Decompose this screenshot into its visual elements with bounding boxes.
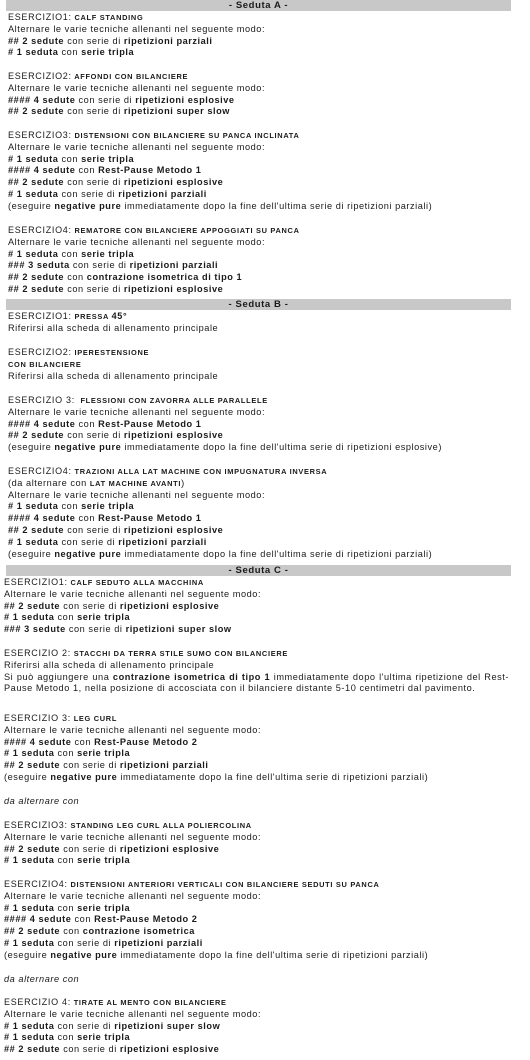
- exercise-number: ESERCIZIO1:: [8, 311, 72, 321]
- protocol-line: ## 2 sedute con serie di ripetizioni parziali: [4, 760, 209, 771]
- protocol-line: ## 2 sedute con contrazione isometrica di tipo 1: [8, 272, 243, 283]
- exercise-name: STANDING LEG CURL ALLA POLIERCOLINA: [70, 821, 252, 830]
- protocol-line: #### 4 sedute con Rest-Pause Metodo 1: [8, 513, 202, 524]
- exercise-number: ESERCIZIO4:: [4, 879, 68, 889]
- instruction-line: Alternare le varie tecniche allenanti nel seguente modo:: [4, 724, 262, 735]
- protocol-line: ## 2 sedute con contrazione isometrica: [4, 926, 195, 937]
- exercise-title: [8, 466, 513, 478]
- exercise-b1: [8, 311, 513, 335]
- exercise-b4: [8, 466, 513, 560]
- exercise-title: [4, 879, 509, 891]
- note-line: (da alternare con LAT MACHINE AVANTI): [8, 477, 185, 488]
- exercise-number: ESERCIZIO4:: [8, 225, 72, 235]
- protocol-line: # 1 seduta con serie di ripetizioni parziali: [4, 937, 203, 948]
- protocol-line: # 1 seduta con serie di ripetizioni parziali: [8, 188, 207, 199]
- exercise-name: CALF STANDING: [74, 13, 144, 22]
- protocol-line: # 1 seduta con serie tripla: [8, 501, 135, 512]
- alternate-note-1: [4, 796, 509, 808]
- protocol-line: ## 2 sedute con serie di ripetizioni esplosive: [4, 1044, 220, 1055]
- protocol-line: # 1 seduta con serie tripla: [8, 47, 135, 58]
- exercise-number: ESERCIZIO1:: [8, 12, 72, 22]
- exercise-b2: [8, 347, 513, 382]
- protocol-line: ## 2 sedute con serie di ripetizioni esplosive: [8, 430, 224, 441]
- exercise-title: [8, 311, 513, 323]
- instruction-line: Alternare le varie tecniche allenanti nel seguente modo:: [4, 890, 262, 901]
- alternate-note-2: [4, 974, 509, 986]
- exercise-title: [8, 347, 513, 359]
- instruction-line: Alternare le varie tecniche allenanti nel seguente modo:: [4, 1008, 262, 1019]
- exercise-number: ESERCIZIO 4:: [4, 997, 71, 1007]
- exercise-name: TIRATE AL MENTO CON BILANCIERE: [73, 998, 227, 1007]
- instruction-line: Alternare le varie tecniche allenanti nel seguente modo:: [8, 489, 266, 500]
- protocol-line: # 1 seduta con serie tripla: [4, 1032, 131, 1043]
- exercise-a1: [8, 12, 513, 59]
- section-header-seduta-c: - Seduta C -: [6, 565, 511, 576]
- note-line: (eseguire negative pure immediatamente dopo la fine dell'ultima serie di ripetizioni parziali): [4, 949, 429, 960]
- protocol-line: #### 4 sedute con Rest-Pause Metodo 1: [8, 165, 202, 176]
- protocol-line: # 1 seduta con serie tripla: [4, 902, 131, 913]
- exercise-number: ESERCIZIO 2:: [4, 648, 71, 658]
- exercise-number: ESERCIZIO2:: [8, 347, 72, 357]
- exercise-title: [4, 577, 509, 589]
- protocol-line: ## 2 sedute con serie di ripetizioni esplosive: [8, 283, 224, 294]
- note-line: (eseguire negative pure immediatamente dopo la fine dell'ultima serie di ripetizioni parziali): [8, 548, 433, 559]
- instruction-line: Alternare le varie tecniche allenanti nel seguente modo:: [8, 236, 266, 247]
- protocol-line: ## 2 sedute con serie di ripetizioni esplosive: [4, 600, 220, 611]
- instruction-line: Riferirsi alla scheda di allenamento principale: [4, 659, 215, 670]
- exercise-number: ESERCIZIO3:: [4, 820, 68, 830]
- instruction-line: Alternare le varie tecniche allenanti nel seguente modo:: [8, 82, 266, 93]
- exercise-name-suffix: 45°: [111, 311, 128, 321]
- exercise-number: ESERCIZIO 3:: [4, 713, 71, 723]
- protocol-line: #### 4 sedute con Rest-Pause Metodo 1: [8, 418, 202, 429]
- exercise-number: ESERCIZIO 3:: [8, 395, 75, 405]
- instruction-line: Alternare le varie tecniche allenanti nel seguente modo:: [4, 588, 262, 599]
- instruction-line: Riferirsi alla scheda di allenamento principale: [8, 322, 219, 333]
- instruction-line: Alternare le varie tecniche allenanti nel seguente modo:: [8, 141, 266, 152]
- note-line: (eseguire negative pure immediatamente dopo la fine dell'ultima serie di ripetizioni esplosive): [8, 442, 442, 453]
- exercise-title: [4, 713, 509, 725]
- exercise-c2: [4, 648, 509, 695]
- protocol-line: # 1 seduta con serie tripla: [4, 748, 131, 759]
- exercise-c3: [4, 713, 509, 784]
- protocol-line: # 1 seduta con serie di ripetizioni parziali: [8, 536, 207, 547]
- protocol-line: ## 2 sedute con serie di ripetizioni super slow: [8, 106, 230, 117]
- note-line: (eseguire negative pure immediatamente dopo la fine dell'ultima serie di ripetizioni parziali): [4, 771, 429, 782]
- exercise-c4-alt: [4, 997, 509, 1056]
- exercise-title: [8, 225, 513, 237]
- exercise-name: DISTENSIONI ANTERIORI VERTICALI CON BILANCIERE SEDUTI SU PANCA: [70, 880, 380, 889]
- exercise-title: [8, 71, 513, 83]
- exercise-name-line2: CON BILANCIERE: [8, 359, 82, 369]
- exercise-number: ESERCIZIO4:: [8, 466, 72, 476]
- exercise-number: ESERCIZIO1:: [4, 577, 68, 587]
- exercise-name: DISTENSIONI CON BILANCIERE SU PANCA INCLINATA: [74, 131, 300, 140]
- exercise-name: AFFONDI CON BILANCIERE: [74, 72, 189, 81]
- exercise-name: LEG CURL: [73, 714, 118, 723]
- exercise-number: ESERCIZIO3:: [8, 130, 72, 140]
- exercise-name: PRESSA: [74, 312, 109, 321]
- protocol-line: # 1 seduta con serie tripla: [4, 855, 131, 866]
- protocol-line: # 1 seduta con serie di ripetizioni super slow: [4, 1020, 221, 1031]
- protocol-line: ### 3 seduta con serie di ripetizioni parziali: [8, 260, 219, 271]
- exercise-title: [8, 395, 513, 407]
- exercise-a2: [8, 71, 513, 118]
- exercise-b3: [8, 395, 513, 454]
- exercise-a3: [8, 130, 513, 213]
- exercise-name: TRAZIONI ALLA LAT MACHINE CON IMPUGNATURA INVERSA: [74, 467, 328, 476]
- exercise-title: [4, 820, 509, 832]
- exercise-number: ESERCIZIO2:: [8, 71, 72, 81]
- exercise-title: [8, 130, 513, 142]
- exercise-c3-alt: [4, 820, 509, 867]
- protocol-line: #### 4 sedute con serie di ripetizioni esplosive: [8, 94, 235, 105]
- protocol-line: ## 2 sedute con serie di ripetizioni esplosive: [8, 524, 224, 535]
- exercise-c1: [4, 577, 509, 636]
- instruction-line: Alternare le varie tecniche allenanti nel seguente modo:: [8, 406, 266, 417]
- protocol-line: ## 2 sedute con serie di ripetizioni parziali: [8, 35, 213, 46]
- section-header-seduta-b: - Seduta B -: [6, 299, 511, 310]
- exercise-c4: [4, 879, 509, 962]
- protocol-line: # 1 seduta con serie tripla: [4, 612, 131, 623]
- note-paragraph: Si può aggiungere una contrazione isometrica di tipo 1 immediatamente dopo l'ultima ripetizione del Rest-Pause Metodo 1, nella posizione di accosciata con il bilanciere distante 5-10 centimetri dal pavimento.: [4, 671, 509, 694]
- exercise-name: REMATORE CON BILANCIERE APPOGGIATI SU PANCA: [74, 226, 300, 235]
- section-header-seduta-a: - Seduta A -: [6, 0, 511, 11]
- alternate-note-text: da alternare con: [4, 796, 80, 806]
- exercise-name: CALF SEDUTO ALLA MACCHINA: [70, 578, 204, 587]
- exercise-a4: [8, 225, 513, 296]
- exercise-name: IPERESTENSIONE: [74, 348, 150, 357]
- protocol-line: ## 2 sedute con serie di ripetizioni esplosive: [8, 177, 224, 188]
- exercise-title: [8, 12, 513, 24]
- protocol-line: ## 2 sedute con serie di ripetizioni esplosive: [4, 843, 220, 854]
- instruction-line: Alternare le varie tecniche allenanti nel seguente modo:: [4, 831, 262, 842]
- exercise-title: [4, 648, 509, 660]
- alternate-note-text: da alternare con: [4, 974, 80, 984]
- instruction-line: Riferirsi alla scheda di allenamento principale: [8, 370, 219, 381]
- protocol-line: # 1 seduta con serie tripla: [8, 153, 135, 164]
- protocol-line: #### 4 sedute con Rest-Pause Metodo 2: [4, 736, 198, 747]
- exercise-name: STACCHI DA TERRA STILE SUMO CON BILANCIERE: [73, 649, 288, 658]
- protocol-line: # 1 seduta con serie tripla: [8, 248, 135, 259]
- protocol-line: ### 3 sedute con serie di ripetizioni super slow: [4, 624, 232, 635]
- exercise-name: FLESSIONI CON ZAVORRA ALLE PARALLELE: [80, 396, 268, 405]
- exercise-title: [4, 997, 509, 1009]
- note-line: (eseguire negative pure immediatamente dopo la fine dell'ultima serie di ripetizioni parziali): [8, 200, 433, 211]
- instruction-line: Alternare le varie tecniche allenanti nel seguente modo:: [8, 23, 266, 34]
- protocol-line: #### 4 sedute con Rest-Pause Metodo 2: [4, 914, 198, 925]
